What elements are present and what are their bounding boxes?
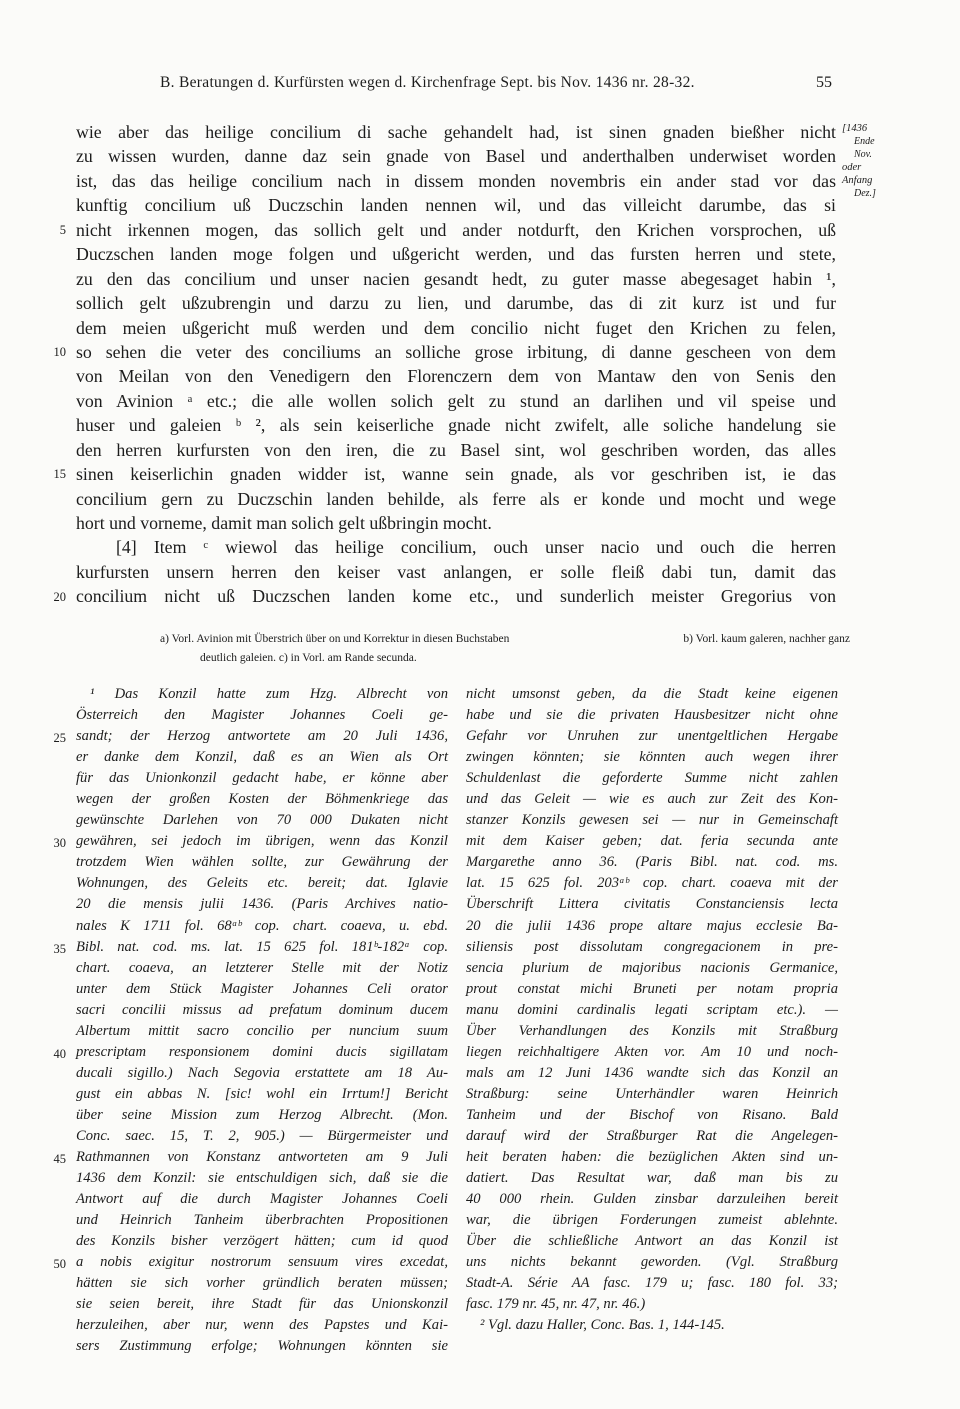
text-line: von Avinion ᵃ etc.; die alle wollen solich gelt zu stund an darlihen und vil speise und: [76, 390, 836, 411]
footnote-line: ² Vgl. dazu Haller, Conc. Bas. 1, 144-145.: [480, 1317, 725, 1334]
footnote-line: prout constat michi Bruneti per notam propria: [466, 980, 838, 997]
margin-date-note: [842, 122, 902, 200]
footnote-line: ducali sigillo.) Nach Segovia erstattete am 18 Au-: [76, 1064, 448, 1081]
footnote-line: Über die schließliche Antwort an das Konzil ist: [466, 1233, 838, 1250]
text-line: kunftig concilium uß Duczschin landen nennen wil, und das villeicht darumbe, das si: [76, 195, 836, 216]
footnote-line: des Konzils bisher verzögert hätten; cum id quod: [76, 1233, 448, 1250]
footnote-line: zwingen könnten; sie könnten auch wegen ihrer: [466, 749, 838, 766]
footnote-line: sandt; der Herzog antwortete am 20 Juli 1436,: [76, 728, 448, 745]
footnotes-left-column: [76, 684, 448, 1358]
footnote-line: für das Unionkonzil gedacht habe, er könne aber: [76, 770, 448, 787]
line-number: 50: [53, 1257, 66, 1272]
footnote-line: gust ein abbas N. [sic! wohl ein Irrtum!] Bericht: [76, 1085, 448, 1102]
footnote-line: mit dem Kaiser geben; dat. feria secunda ante: [466, 833, 838, 850]
footnote-line: gewähren, sei jedoch im übrigen, wenn das Konzil: [76, 833, 448, 850]
footnote-line: Gefahr vor Unruhen zur unentgeltlichen Hergabe: [466, 728, 838, 745]
line-number: 40: [53, 1046, 66, 1061]
footnote-line: Überschrift Littera civitatis Constanciensis lecta: [466, 896, 838, 913]
footnote-line: heit beraten haben: die bezüglichen Akten sind un-: [466, 1149, 838, 1166]
footnote-line: herzuleihen, aber nur, wenn des Papstes und Kai-: [76, 1317, 448, 1334]
footnote-line: war, die übrigen Forderungen zumeist ablehnte.: [466, 1212, 838, 1229]
text-line: dem meien ußgericht muß werden und dem concilio nicht fuget den Krichen zu felen,: [76, 317, 836, 338]
footnote-line: datiert. Das Resultat war, daß man bis zu: [466, 1170, 838, 1187]
apparatus-note-continuation: deutlich galeien. c) in Vorl. am Rande secunda.: [200, 652, 417, 664]
footnote-line: Wohnungen, des Geleits etc. bereit; dat. Iglavie: [76, 875, 448, 892]
footnote-line: wegen der großen Kosten der Böhmenkriege das: [76, 791, 448, 808]
running-head: B. Beratungen d. Kurfürsten wegen d. Kirchenfrage Sept. bis Nov. 1436 nr. 28-32.: [160, 74, 695, 91]
text-line: sollich gelt ußzubrengin und darzu zu lien, und darumbe, das di zit kurz ist und fur: [76, 293, 836, 314]
text-line: Duczschen landen moge folgen und ußgericht werden, und das fursten herren und stete,: [76, 244, 836, 265]
footnote-line: nicht umsonst geben, da die Stadt keine eigenen: [466, 686, 838, 702]
margin-note-line: [1436: [842, 123, 868, 134]
footnote-line: Österreich den Magister Johannes Coeli ge-: [76, 707, 448, 724]
text-line: zu den das concilium und unser nacien gesandt hedt, zu guter masse abegesaget habin ¹,: [76, 268, 836, 289]
footnote-line: Conc. saec. 15, T. 2, 905.) — Bürgermeister und: [76, 1127, 448, 1144]
text-line: kurfursten unsern herren den keiser vast anlangen, er solle fleiß dabi tun, damit das: [76, 561, 836, 582]
footnote-line: nales K 1711 fol. 68ᵃᵇ cop. chart. coaeva, u. ebd.: [76, 917, 448, 934]
line-number: 20: [53, 589, 66, 604]
line-number: 35: [53, 941, 66, 956]
footnote-line: Tanheim und der Bischof von Risano. Bald: [466, 1106, 838, 1123]
footnote-line: Margarethe anno 36. (Paris Bibl. nat. cod. ms.: [466, 854, 838, 871]
text-line: den herren kurfursten von den iren, die zu Basel sint, wol geschriben worden, das alles: [76, 439, 836, 460]
text-line: zu wissen wurden, danne daz sein gnade von Basel und anderthalben underwiset worden: [76, 146, 836, 167]
footnote-line: unter dem Stück Magister Johannes Celi orator: [76, 980, 448, 997]
footnote-line: siliensis post dissolutam congregacionem in pre-: [466, 938, 838, 955]
line-number: 30: [53, 836, 66, 851]
critical-apparatus: [160, 630, 850, 668]
footnote-line: 20 die julii 1436 prope altare majus ecclesie Ba-: [466, 917, 838, 934]
text-line: wie aber das heilige concilium di sache gehandelt had, ist sinen gnaden bießher nicht: [76, 122, 836, 142]
text-line: concilium gern zu Duczschin landen behilde, als ferre als er konde und mocht und wege: [76, 488, 836, 509]
footnote-line: Über Verhandlungen des Konzils mit Straßburg: [466, 1022, 838, 1039]
margin-note-line: Nov.: [854, 149, 872, 160]
footnote-line: hätten sie sich vorher gründlich beraten müssen;: [76, 1275, 448, 1292]
footnote-line: sers Zustimmung erfolge; Wohnungen könnten sie: [76, 1338, 448, 1355]
margin-note-line: oder: [842, 162, 862, 173]
footnote-line: fasc. 179 nr. 45, nr. 47, nr. 46.): [466, 1296, 646, 1313]
footnote-line: ¹ Das Konzil hatte zum Hzg. Albrecht von: [90, 686, 448, 702]
footnote-line: sie seien bereit, ihre Stadt für das Unionskonzil: [76, 1296, 448, 1313]
line-number: 15: [53, 467, 66, 482]
line-number: 45: [53, 1152, 66, 1167]
margin-note-line: Dez.]: [854, 188, 876, 199]
apparatus-note-a: a) Vorl. Avinion mit Überstrich über on und Korrektur in diesen Buchstaben: [160, 633, 510, 645]
text-line: concilium nicht uß Duczschen landen kome etc., und sunderlich meister Gregorius von: [76, 586, 836, 607]
footnote-line: stanzer Konzils gewesen sei — nur in Gemeinschaft: [466, 812, 838, 829]
footnote-line: 40 000 rhein. Gulden zinsbar darzuleihen bereit: [466, 1191, 838, 1208]
footnote-line: Rathmannen von Konstanz antworteten am 9 Juli: [76, 1149, 448, 1166]
text-line: ist, das das heilige concilium nach in dissem monden novembris ein ander stad vor das: [76, 170, 836, 191]
line-number: 5: [59, 222, 66, 237]
page-number: 55: [816, 74, 832, 91]
line-number: 25: [53, 731, 66, 746]
footnote-line: darauf wird der Straßburger Rat die Angelegen-: [466, 1127, 838, 1144]
footnote-line: sencia plurium de majoribus nacionis Germanice,: [466, 959, 838, 976]
footnote-line: über seine Mission zum Herzog Albrecht. (Mon.: [76, 1106, 448, 1123]
margin-note-line: Ende: [854, 136, 875, 147]
text-line: hort und vorneme, damit man solich gelt ußbringin mocht.: [76, 513, 492, 533]
footnote-line: Schuldenlast die geforderte Summe nicht zahlen: [466, 770, 838, 787]
footnote-line: chart. coaeva, an letzterer Stelle mit der Notiz: [76, 959, 448, 976]
footnote-line: und Heinrich Tanheim überbrachten Propositionen: [76, 1212, 448, 1229]
text-line: nicht irkennen mogen, das sollich gelt und ander notdurft, den Krichen vorsprochen, uß: [76, 219, 836, 240]
footnote-line: liegen reichhaltigere Akten vor. Am 10 und noch-: [466, 1043, 838, 1060]
footnote-line: er danke dem Konzil, daß es an Wien als Ort: [76, 749, 448, 766]
text-line: von Meilan von den Venedigern den Florenczern dem von Mantaw den von Senis den: [76, 366, 836, 387]
footnote-line: Stadt-A. Série AA fasc. 179 u; fasc. 180 fol. 33;: [466, 1275, 838, 1292]
text-line: so sehen die veter des conciliums an solliche grose irbitung, di danne gescheen von dem: [76, 341, 836, 362]
apparatus-note-b: b) Vorl. kaum galeren, nachher ganz: [683, 633, 850, 645]
footnote-line: gewünschte Darlehen von 70 000 Dukaten nicht: [76, 812, 448, 829]
footnote-line: 1436 dem Konzil: sie entschuldigen sich, daß sie die: [76, 1170, 448, 1187]
footnotes-right-column: [466, 684, 838, 1336]
footnote-line: a nobis exigitur nostrorum sensuum vires excedat,: [76, 1254, 448, 1271]
footnote-line: Bibl. nat. cod. ms. lat. 15 625 fol. 181ᵇ-182ᵃ cop.: [76, 938, 448, 955]
text-line: sinen keiserlichin gnaden widder ist, wanne sein gnade, als vor geschriben ist, ie das: [76, 464, 836, 485]
footnote-line: habe und sie die privaten Hausbesitzer nicht ohne: [466, 707, 838, 724]
footnote-line: prescriptam responsionem domini ducis sigillatam: [76, 1043, 448, 1060]
footnote-line: uns nichts bekannt geworden. (Vgl. Straßburg: [466, 1254, 838, 1271]
footnote-line: manu domini cardinalis legati scriptam etc.). —: [466, 1001, 838, 1018]
footnote-line: und das Geleit — wie es auch zur Zeit des Kon-: [466, 791, 838, 808]
footnote-line: trotzdem Wien wählen sollte, zur Gewährung der: [76, 854, 448, 871]
main-text: [76, 120, 836, 609]
footnote-line: Antwort auf die durch Magister Johannes Coeli: [76, 1191, 448, 1208]
text-line: [4] Item ᶜ wiewol das heilige concilium, ouch unser nacio und ouch die herren: [116, 537, 836, 558]
footnote-line: 20 die mensis julii 1436. (Paris Archives natio-: [76, 896, 448, 913]
margin-note-line: Anfang: [842, 175, 873, 186]
footnote-line: sacri concilii missus ad prefatum dominum ducem: [76, 1001, 448, 1018]
footnote-line: Albertum mittit sacro concilio per nuncium suum: [76, 1022, 448, 1039]
footnote-line: lat. 15 625 fol. 203ᵃᵇ cop. chart. coaeva mit der: [466, 875, 838, 892]
text-line: huser und galeien ᵇ ², als sein keiserliche gnade nicht zwifelt, alle soliche handelung sie: [76, 415, 836, 436]
footnote-line: Straßburg: seine Unterhändler waren Heinrich: [466, 1085, 838, 1102]
line-number: 10: [53, 345, 66, 360]
footnote-line: mals am 12 Juni 1436 wandte sich das Konzil an: [466, 1064, 838, 1081]
